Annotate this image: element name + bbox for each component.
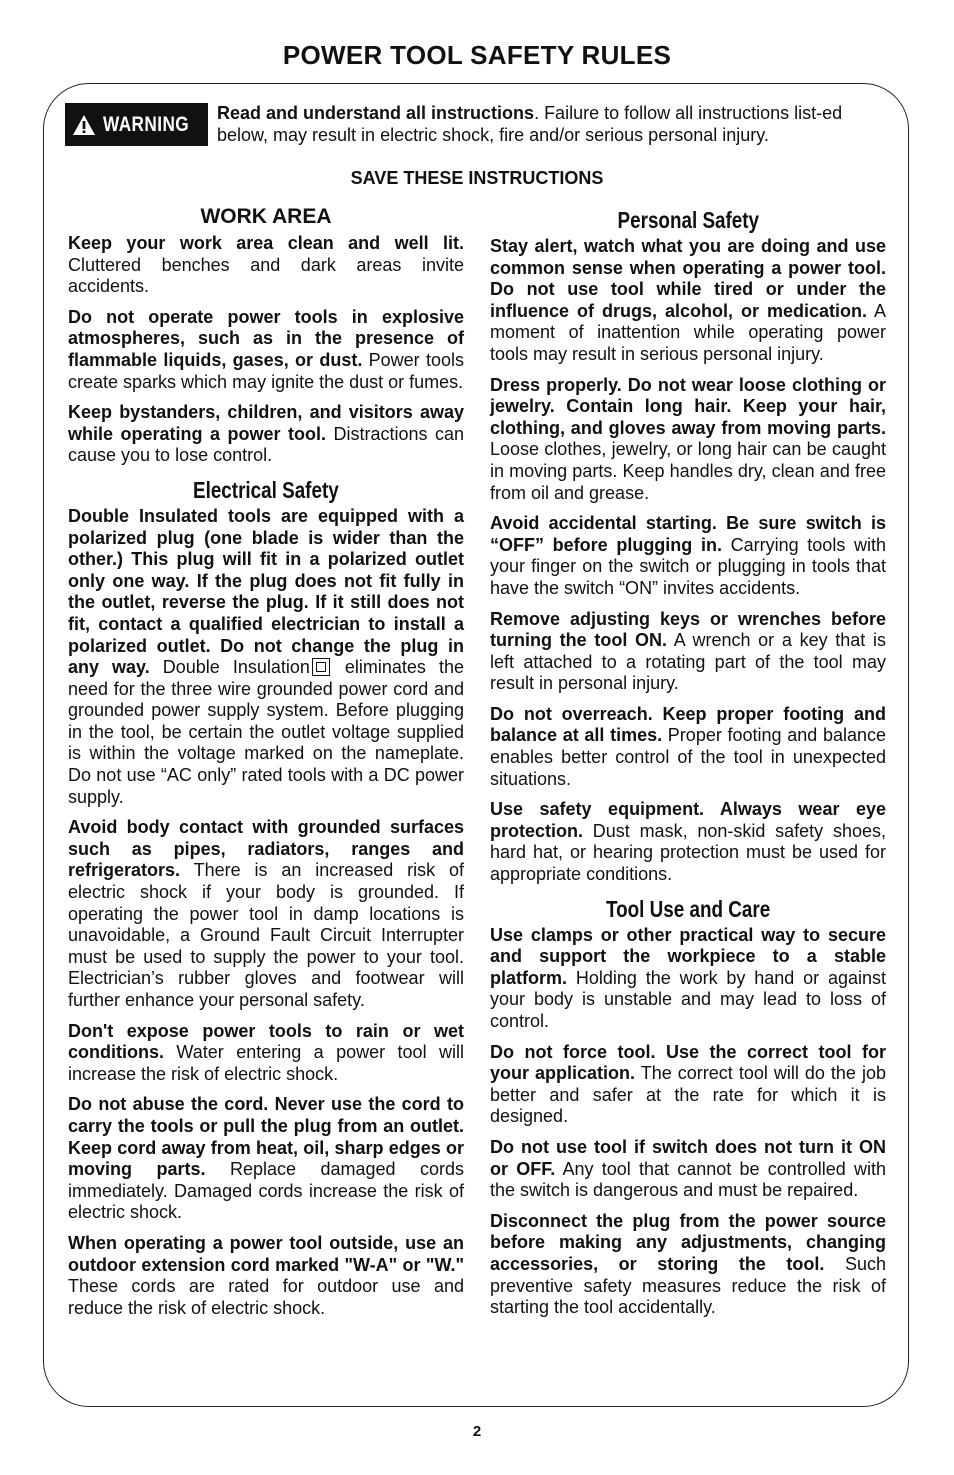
rule-bold: Dress properly. Do not wear loose clothing or jewelry. Contain long hair. Keep your hair, clothing, and gloves away from moving parts. [490,374,886,438]
rule-text: The correct tool will do the job better and safer at the rate for which it is designed. [490,1063,886,1127]
tool-use-title: Tool Use and Care [605,895,771,922]
right-column [490,203,886,1328]
page-title: POWER TOOL SAFETY RULES [282,40,672,70]
rule-paragraph [490,236,886,366]
exclamation-triangle-icon [65,103,103,146]
rule-text: Proper footing and balance enables better control of the tool in unexpected situations. [490,725,886,789]
rule-text: Cluttered benches and dark areas invite accidents. [68,254,464,297]
rule-paragraph [490,1211,886,1319]
section-heading-tool-use-and-care [490,895,886,923]
rule-bold: Double Insulated tools are equipped with a polarized plug (one blade is wider than the other.) This plug will fit in a polarized outlet only one way. If the plug does not fit fully in the outlet, reverse the plug. If it still does not fit, contact a qualified electrician to install a polarized outlet. Do not change the plug in any way. [68,505,464,678]
rule-paragraph [68,233,464,298]
rule-paragraph [490,1137,886,1202]
rule-text: Carrying tools with your finger on the switch or plugging in tools that have the switch “ON” invites accidents. [490,534,886,598]
rule-text: These cords are rated for outdoor use and reduce the risk of electric shock. [68,1276,464,1318]
double-insulation-icon [312,658,330,676]
rule-text: Holding the work by hand or against your body is unstable and may lead to loss of control. [490,967,886,1031]
rule-text: Distractions can cause you to lose control. [68,423,464,466]
rule-text: Such preventive safety measures reduce the risk of starting the tool accidentally. [490,1253,886,1318]
rule-paragraph [68,402,464,467]
rule-paragraph [68,506,464,808]
page-number: 2 [472,1423,482,1440]
section-heading-personal-safety [490,206,886,234]
rule-text: Any tool that cannot be controlled with the switch is dangerous and must be repaired. [490,1158,887,1201]
rule-bold: Avoid accidental starting. Be sure switch is “OFF” before plugging in. [490,513,886,555]
rule-text: Loose clothes, jewelry, or long hair can be caught in moving parts. Keep handles dry, clean and free from oil and grease. [490,439,886,503]
rule-bold: When operating a power tool outside, use an outdoor extension cord marked "W-A" or "W." [68,1232,464,1275]
rule-text: A moment of inattention while operating power tools may result in serious personal injury. [490,300,887,364]
rule-text: eliminates the need for the three wire grounded power cord and grounded power supply system. Before plugging in the tool, be certain the outlet voltage supplied is within the voltage marked on the nameplate. Do not use “AC only” rated tools with a DC power supply. [68,657,464,807]
rule-bold: Don't expose power tools to rain or wet conditions. [68,1020,464,1063]
rule-text: Water entering a power tool will increase the risk of electric shock. [68,1042,464,1084]
rule-bold: Do not overreach. Keep proper footing and balance at all times. [490,703,886,746]
warning-text [217,103,887,146]
warning-badge [65,103,208,146]
rule-bold: Avoid body contact with grounded surfaces such as pipes, radiators, ranges and refrigerators. [68,817,464,881]
rule-text: Dust mask, non-skid safety shoes, hard hat, or hearing protection must be used for appropriate conditions. [490,820,886,885]
electrical-safety-title: Electrical Safety [193,476,339,503]
rule-bold: Stay alert, watch what you are doing and use common sense when operating a power tool. Do not use tool while tired or under the influence of drugs, alcohol, or medication. [490,236,886,321]
warning-lead: Read and understand all instructions [217,103,535,123]
rule-bold: Use clamps or other practical way to secure and support the workpiece to a stable platform. [490,924,886,988]
rule-paragraph [490,609,886,695]
rule-paragraph [68,1094,464,1224]
rule-paragraph [490,799,886,885]
rule-bold: Do not force tool. Use the correct tool for your application. [490,1041,886,1084]
left-column [68,203,464,1328]
rule-bold: Do not operate power tools in explosive atmospheres, such as in the presence of flammable liquids, gases, or dust. [68,306,464,370]
personal-safety-title: Personal Safety [617,207,759,233]
rule-paragraph [68,817,464,1011]
warning-label: WARNING [103,112,190,136]
save-instructions: SAVE THESE INSTRUCTIONS [350,168,604,188]
rule-bold: Disconnect the plug from the power source before making any adjustments, changing accessories, or storing the tool. [490,1210,886,1274]
rule-paragraph [68,1233,464,1319]
rule-paragraph [68,307,464,393]
rule-paragraph [490,513,886,599]
rule-bold: Do not use tool if switch does not turn it ON or OFF. [490,1136,886,1179]
rule-bold: Remove adjusting keys or wrenches before turning the tool ON. [490,608,886,651]
rule-bold: Keep bystanders, children, and visitors away while operating a power tool. [68,402,464,444]
rule-paragraph [490,1042,886,1128]
rule-paragraph [68,1021,464,1086]
rule-text: A wrench or a key that is left attached to a rotating part of the tool may result in personal injury. [490,630,886,694]
rule-text: Power tools create sparks which may ignite the dust or fumes. [68,349,464,392]
rule-text: Replace damaged cords immediately. Damaged cords increase the risk of electric shock. [68,1159,464,1223]
rule-paragraph [490,375,886,505]
rule-bold: Do not abuse the cord. Never use the cord to carry the tools or pull the plug from an outlet. Keep cord away from heat, oil, sharp edges or moving parts. [68,1094,464,1180]
rule-text: Double Insulation [149,657,310,678]
section-heading-work-area: WORK AREA [200,205,332,228]
rule-paragraph [490,925,886,1033]
warning-rest: . Failure to follow all instructions list-ed below, may result in electric shock, fire and/or serious personal injury. [217,103,843,145]
section-heading-electrical-safety [68,476,464,504]
rule-paragraph [490,704,886,790]
rule-bold: Use safety equipment. Always wear eye protection. [490,799,886,841]
rule-bold: Keep your work area clean and well lit. [68,233,464,253]
rule-text: There is an increased risk of electric shock if your body is grounded. If operating the power tool in damp locations is unavoidable, a Ground Fault Circuit Interrupter must be used to supply the power to your tool. Electrician’s rubber gloves and footwear will further enhance your personal safety. [68,860,464,1010]
